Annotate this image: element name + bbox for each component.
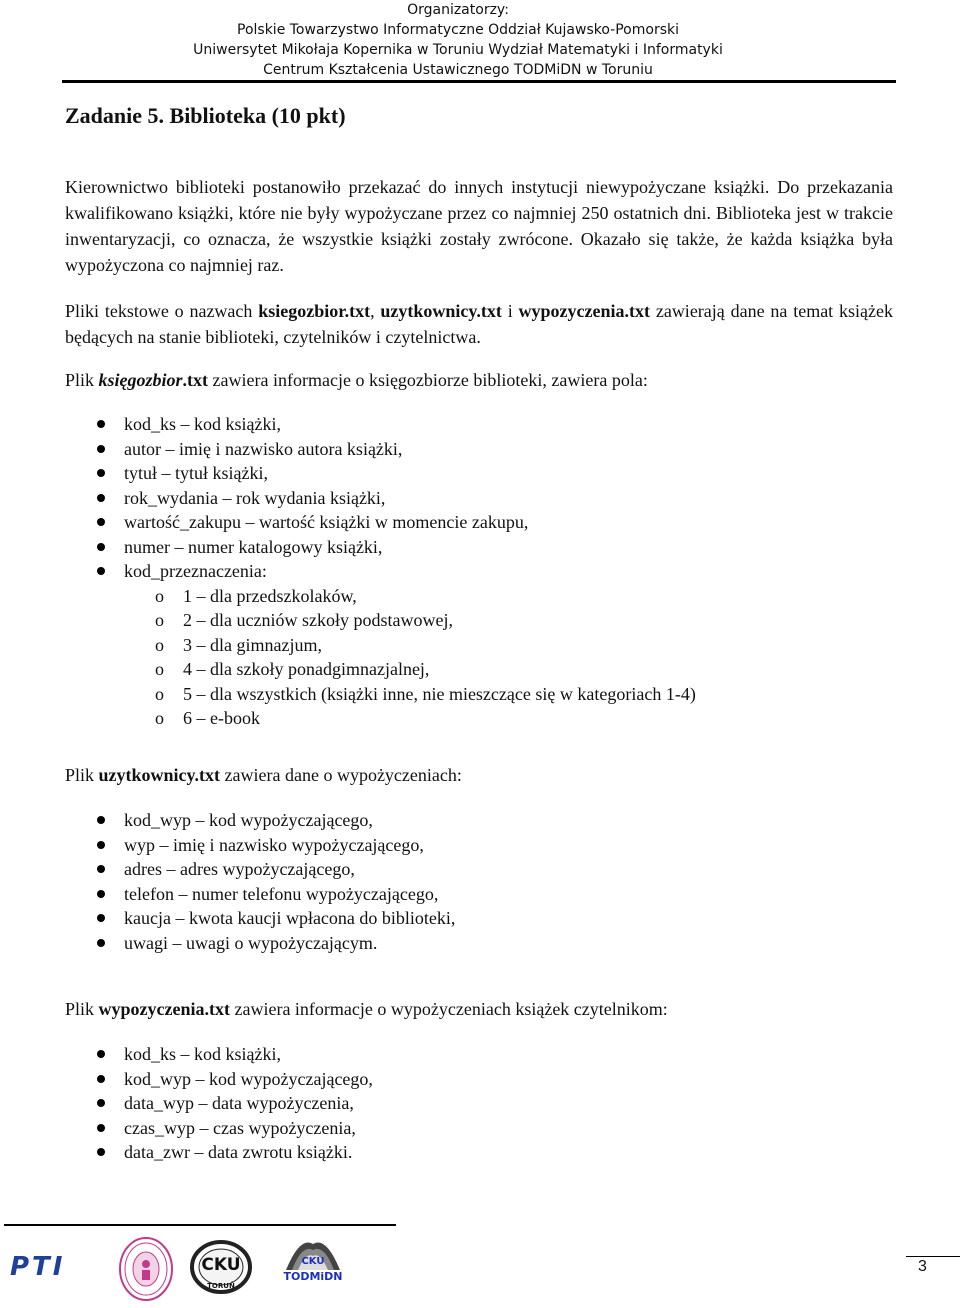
section-prefix: Plik [65,765,99,785]
list-item [0,1042,373,1067]
bullet-icon [97,469,105,477]
circle-bullet-icon: o [155,585,164,606]
list-item-text: telefon – numer telefonu wypożyczającego, [124,883,439,904]
files-prefix: Pliki tekstowe o nazwach [65,301,259,321]
sublist-item-text: 2 – dla uczniów szkoły podstawowej, [183,610,453,630]
bullet-icon [97,890,105,898]
bullet-icon [97,445,105,453]
list-item [0,857,455,882]
list-item [0,510,696,535]
bullet-icon [97,816,105,824]
cku-torun-logo [190,1240,252,1296]
open-book-icon [282,1230,344,1274]
page-number: 3 [918,1258,927,1275]
bullet-icon [97,939,105,947]
files-paragraph [65,298,893,350]
bullet-icon [97,1099,105,1107]
pti-logo [10,1252,86,1282]
bullet-icon [97,518,105,526]
university-seal-logo [118,1236,174,1302]
section-wypozyczenia-intro [65,996,668,1022]
bullet-icon [97,420,105,428]
uzytkownicy-fields-list [0,808,455,955]
list-item-text: rok_wydania – rok wydania książki, [124,487,386,508]
list-item [0,931,455,956]
cku-todmidn-logo [282,1230,344,1292]
section-description: zawiera informacje o księgozbiorze biblioteki, zawiera pola: [208,370,648,390]
page-number-rule [906,1256,960,1257]
task-title: Zadanie 5. Biblioteka (10 pkt) [65,103,346,128]
section-description: zawiera informacje o wypożyczeniach książek czytelnikom: [229,999,668,1019]
pti-logo-text: PTI [10,1252,66,1282]
list-item-text: uwagi – uwagi o wypożyczającym. [124,932,378,953]
list-item-text: wyp – imię i nazwisko wypożyczającego, [124,834,424,855]
sublist-item [124,584,696,609]
list-item-text: kaucja – kwota kaucji wpłacona do biblioteki, [124,908,456,928]
footer-divider [4,1224,396,1226]
bullet-icon [97,914,105,922]
cku-logo-text: CKU [201,1255,241,1275]
bullet-icon [97,1050,105,1058]
list-item [0,535,696,560]
list-item [0,906,455,931]
files-separator: i [501,301,519,321]
section-ksiegozbior-intro [65,367,648,393]
list-item-text: kod_ks – kod książki, [124,414,281,434]
list-item [0,833,455,858]
file-extension: .txt [182,370,209,390]
list-item-text: data_zwr – data zwrotu książki. [124,1142,353,1162]
files-separator: , [370,301,381,321]
todmidn-logo-text: TODMiDN [283,1270,343,1283]
cku-logo-subtext: TORUŃ [207,1282,235,1290]
intro-paragraph: Kierownictwo biblioteki postanowiło przekazać do innych instytucji niewypożyczane książki. Do przekazania kwalifikowano książki, które nie były wypożyczane przez co najmniej 250 ostatnich dni. Biblioteka jest w trakcie inwentaryzacji, co oznacza, że wszystkie książki zostały zwrócone. Okazało się także, że każda książka była wypożyczona co najmniej raz. [65,177,893,275]
circle-bullet-icon: o [155,683,164,704]
bullet-icon [97,494,105,502]
file-name-ksiegozbior: ksiegozbior.txt [258,301,371,321]
file-name-uzytkownicy: uzytkownicy.txt [380,301,502,321]
organizers-label: Organizatorzy: [407,2,509,18]
list-item [0,882,455,907]
list-item-text: kod_wyp – kod wypożyczającego, [124,810,373,830]
list-item [0,1116,373,1141]
list-item-text: kod_przeznaczenia: [124,561,267,581]
list-item-text: tytuł – tytuł książki, [124,463,268,483]
sublist-item [124,633,696,658]
file-name: uzytkownicy.txt [98,765,221,785]
sublist-item-text: 3 – dla gimnazjum, [183,634,322,655]
list-item-text: data_wyp – data wypożyczenia, [124,1093,354,1113]
list-item-text: kod_wyp – kod wypożyczającego, [124,1068,373,1089]
kod-przeznaczenia-sublist [124,584,696,731]
section-prefix: Plik [65,999,99,1019]
circle-bullet-icon: o [155,659,164,679]
file-name-italic: księgozbior [98,370,183,390]
sublist-item [124,706,696,731]
sublist-item [124,608,696,633]
sublist-item [124,682,696,707]
sublist-item-text: 4 – dla szkoły ponadgimnazjalnej, [183,659,430,679]
bullet-icon [97,567,105,575]
list-item-text: autor – imię i nazwisko autora książki, [124,438,403,459]
list-item-text: kod_ks – kod książki, [124,1044,281,1064]
organizer-line: Polskie Towarzystwo Informatyczne Oddział Kujawsko-Pomorski [237,22,679,38]
sublist-item-text: 1 – dla przedszkolaków, [183,585,357,606]
sublist-item [124,657,696,682]
seal-icon [118,1236,174,1302]
list-item [0,412,696,437]
files-suffix: zawierają dane na temat książek będących na stanie biblioteki, czytelników i czytelnictwa. [65,301,893,347]
list-item-text: numer – numer katalogowy książki, [124,536,383,557]
circle-bullet-icon: o [155,708,164,728]
circle-bullet-icon: o [155,634,164,655]
organizer-line: Centrum Kształcenia Ustawicznego TODMiDN w Toruniu [263,62,653,78]
organizer-line: Uniwersytet Mikołaja Kopernika w Toruniu Wydział Matematyki i Informatyki [193,42,723,58]
list-item-text: adres – adres wypożyczającego, [124,859,355,879]
bullet-icon [97,865,105,873]
bullet-icon [97,841,105,849]
file-name-wypozyczenia: wypozyczenia.txt [518,301,651,321]
bullet-icon [97,1148,105,1156]
list-item [0,808,455,833]
file-name: wypozyczenia.txt [98,999,230,1019]
list-item [0,1067,373,1092]
sublist-item-text: 5 – dla wszystkich (książki inne, nie mieszczące się w kategoriach 1-4) [183,683,696,704]
bullet-icon [97,1075,105,1083]
sublist-item-text: 6 – e-book [183,708,260,728]
section-uzytkownicy-intro [65,762,462,788]
wypozyczenia-fields-list [0,1042,373,1165]
bullet-icon [97,543,105,551]
section-prefix: Plik [65,370,99,390]
list-item [0,1140,373,1165]
list-item [0,559,696,731]
list-item [0,1091,373,1116]
list-item [0,461,696,486]
list-item-text: czas_wyp – czas wypożyczenia, [124,1117,356,1138]
bullet-icon [97,1124,105,1132]
circle-bullet-icon: o [155,610,164,630]
list-item [0,437,696,462]
ksiegozbior-fields-list [0,412,696,731]
todmidn-logo-top-text: CKU [301,1256,325,1267]
list-item-text: wartość_zakupu – wartość książki w momencie zakupu, [124,512,529,532]
organizers-header [178,0,738,80]
section-description: zawiera dane o wypożyczeniach: [220,765,462,785]
list-item [0,486,696,511]
header-divider [62,80,896,83]
